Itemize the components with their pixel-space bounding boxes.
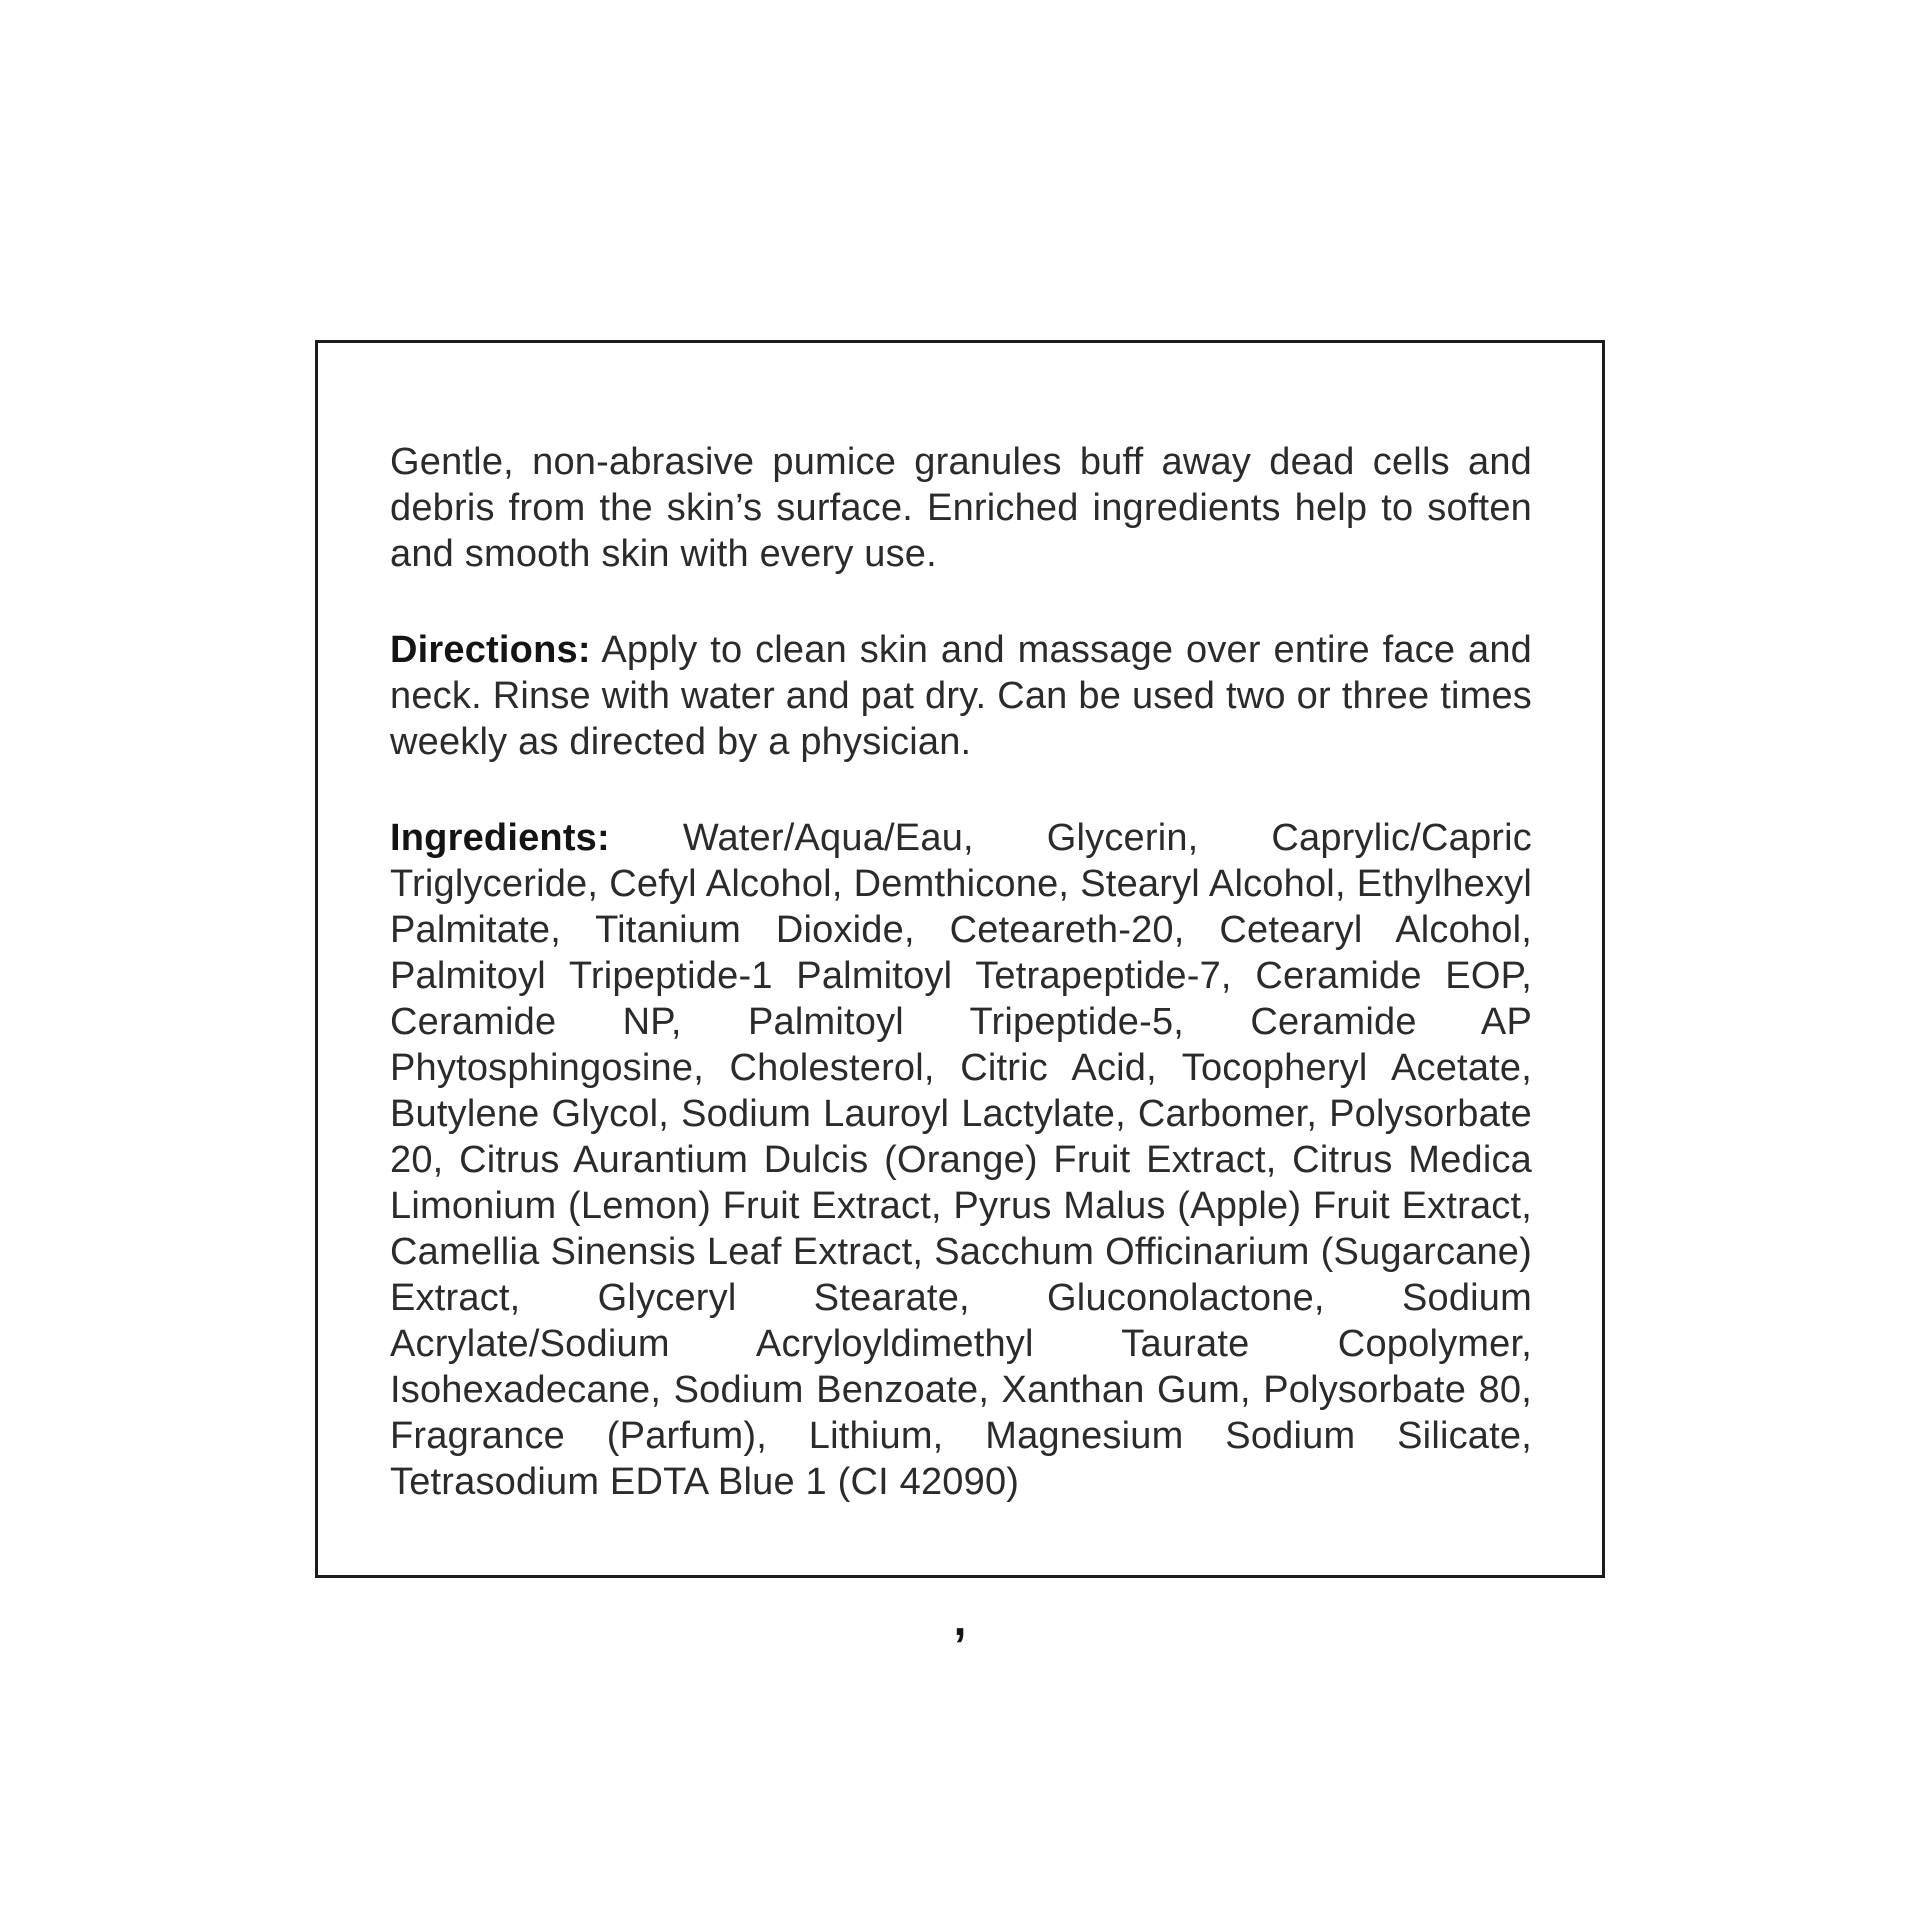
ingredients-label: Ingredients: — [390, 817, 610, 859]
ingredients-text: Water/Aqua/Eau, Glycerin, Caprylic/Capric Triglyceride, Cefyl Alcohol, Demthicone, Stearyl Alcohol, Ethylhexyl Palmitate, Titanium Dioxide, Ceteareth-20, Cetearyl Alcohol, Palmitoyl Tripeptide-1 Palmitoyl Tetrapeptide-7, Ceramide EOP, Ceramide NP, Palmitoyl Tripeptide-5, Ceramide AP Phytosphingosine, Cholesterol, Citric Acid, Tocopheryl Acetate, Butylene Glycol, Sodium Lauroyl Lactylate, Carbomer, Polysorbate 20, Citrus Aurantium Dulcis (Orange) Fruit Extract, Citrus Medica Limonium (Lemon) Fruit Extract, Pyrus Malus (Apple) Fruit Extract, Camellia Sinensis Leaf Extract, Sacchum Officinarium (Sugarcane) Extract, Glyceryl Stearate, Gluconolactone, Sodium Acrylate/Sodium Acryloyldimethyl Taurate Copolymer, Isohexadecane, Sodium Benzoate, Xanthan Gum, Polysorbate 80, Fragrance (Parfum), Lithium, Magnesium Sodium Silicate, Tetrasodium EDTA Blue 1 (CI 42090) — [390, 817, 1532, 1503]
directions-text: Apply to clean skin and massage over entire face and neck. Rinse with water and pat dry. Can be used two or three times weekly as directed by a physician. — [390, 629, 1532, 763]
ingredients-paragraph — [390, 815, 1532, 1505]
description-paragraph: Gentle, non-abrasive pumice granules buff away dead cells and debris from the skin’s surface. Enriched ingredients help to soften and smooth skin with every use. — [390, 441, 1532, 575]
stray-comma-mark: , — [953, 1593, 967, 1645]
label-border-box — [315, 340, 1605, 1578]
label-text-block — [390, 439, 1532, 1575]
directions-label: Directions: — [390, 629, 591, 671]
directions-paragraph — [390, 627, 1532, 765]
